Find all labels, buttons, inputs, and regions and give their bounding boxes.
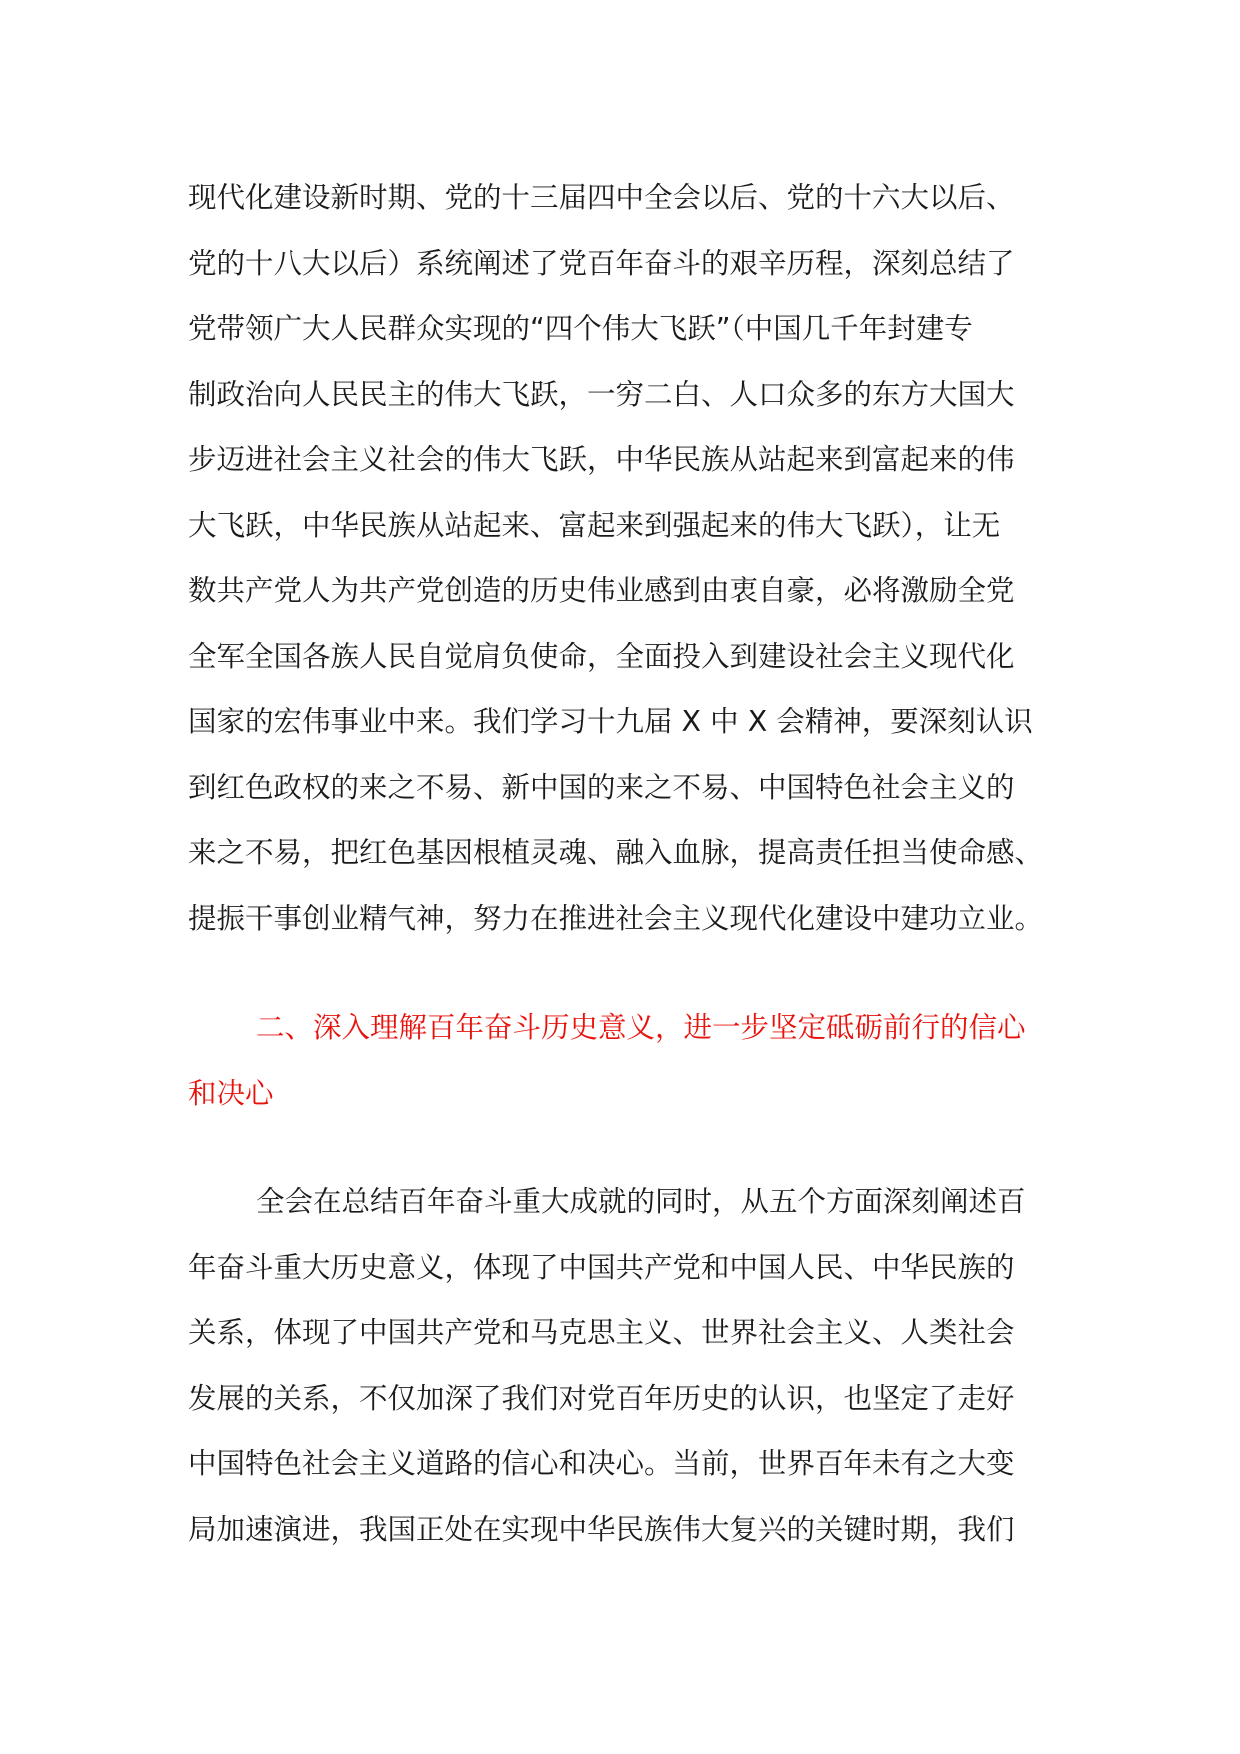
section-heading: [188, 995, 1068, 1126]
paragraph-line: 数共产党人为共产党创造的历史伟业感到由衷自豪，必将激励全党: [188, 574, 1015, 607]
heading-line: 二、深入理解百年奋斗历史意义，进一步坚定砥砺前行的信心: [256, 1011, 1026, 1044]
paragraph-line: 现代化建设新时期、党的十三届四中全会以后、党的十六大以后、: [188, 181, 1015, 214]
paragraph-line: 步迈进社会主义社会的伟大飞跃，中华民族从站起来到富起来的伟: [188, 443, 1015, 476]
heading-line: 和决心: [188, 1076, 274, 1110]
paragraph-line: 制政治向人民民主的伟大飞跃，一穷二白、人口众多的东方大国大: [188, 377, 1015, 411]
paragraph-line: 党带领广大人民群众实现的“四个伟大飞跃”（中国几千年封建专: [188, 312, 973, 345]
paragraph-line: 全军全国各族人民自觉肩负使命，全面投入到建设社会主义现代化: [188, 639, 1015, 673]
paragraph-line: 发展的关系，不仅加深了我们对党百年历史的认识，也坚定了走好: [188, 1381, 1015, 1415]
paragraph-line: 国家的宏伟事业中来。我们学习十九届 X 中 X 会精神，要深刻认识: [188, 705, 1033, 738]
paragraph-line: 全会在总结百年奋斗重大成就的同时，从五个方面深刻阐述百: [256, 1185, 1026, 1218]
paragraph-line: 局加速演进，我国正处在实现中华民族伟大复兴的关键时期，我们: [188, 1512, 1015, 1546]
paragraph-line: 提振干事创业精气神，努力在推进社会主义现代化建设中建功立业。: [188, 901, 1044, 935]
paragraph-line: 来之不易，把红色基因根植灵魂、融入血脉，提高责任担当使命感、: [188, 836, 1044, 869]
paragraph-line: 年奋斗重大历史意义，体现了中国共产党和中国人民、中华民族的: [188, 1250, 1015, 1284]
body-paragraph: [188, 165, 1068, 951]
body-paragraph: [188, 1169, 1068, 1562]
paragraph-line: 中国特色社会主义道路的信心和决心。当前，世界百年未有之大变: [188, 1447, 1015, 1480]
paragraph-line: 大飞跃，中华民族从站起来、富起来到强起来的伟大飞跃），让无: [188, 508, 1001, 542]
paragraph-line: 到红色政权的来之不易、新中国的来之不易、中国特色社会主义的: [188, 770, 1015, 804]
paragraph-line: 党的十八大以后）系统阐述了党百年奋斗的艰辛历程，深刻总结了: [188, 246, 1015, 280]
paragraph-line: 关系，体现了中国共产党和马克思主义、世界社会主义、人类社会: [188, 1316, 1015, 1349]
